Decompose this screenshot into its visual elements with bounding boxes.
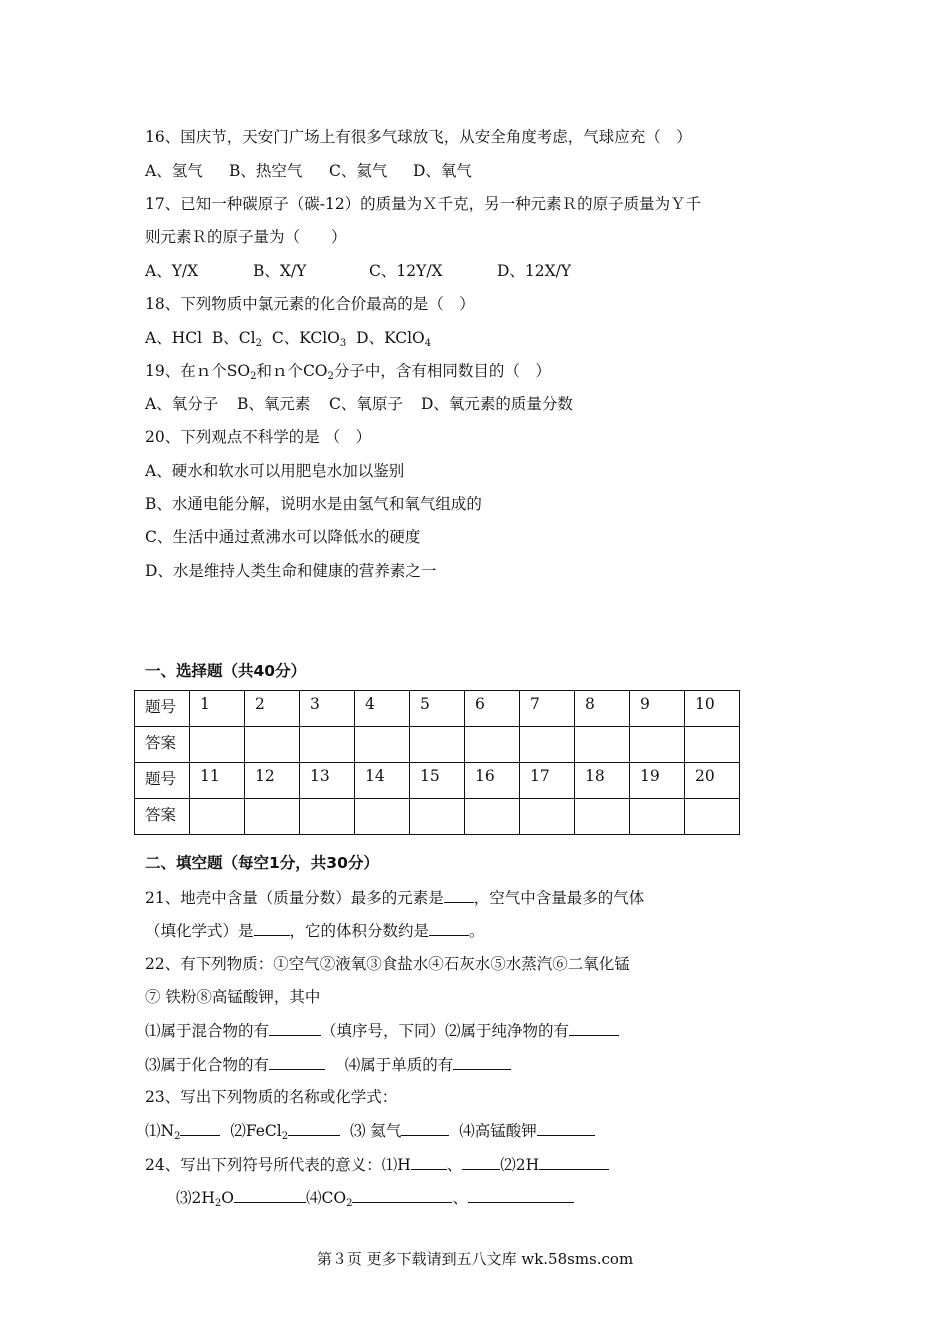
q19-option-c: C、氧原子 <box>329 395 403 413</box>
q18-option-c: C、KClO$_3$ <box>271 329 347 349</box>
fill-blank[interactable] <box>269 1054 325 1070</box>
q22-line1: 22、有下列物质：①空气②液氧③食盐水④石灰水⑤水蒸汽⑥二氧化锰 <box>145 955 630 973</box>
number-cell: 20 <box>685 763 740 799</box>
number-cell: 9 <box>630 691 685 727</box>
number-cell: 1 <box>190 691 245 727</box>
fill-blank[interactable] <box>444 887 474 903</box>
q17-option-b: B、X/Y <box>253 262 307 280</box>
answer-cell[interactable] <box>630 727 685 763</box>
q20-option-c: C、生活中通过煮沸水可以降低水的硬度 <box>145 528 421 546</box>
fill-blank[interactable] <box>180 1120 220 1136</box>
q16-option-c: C、氦气 <box>329 162 388 180</box>
answer-cell[interactable] <box>575 799 630 835</box>
q17-option-d: D、12X/Y <box>497 262 572 280</box>
row-label-number: 题号 <box>135 691 190 727</box>
row-label-answer: 答案 <box>135 799 190 835</box>
number-cell: 10 <box>685 691 740 727</box>
q17-option-a: A、Y/X <box>145 262 199 280</box>
answer-cell[interactable] <box>685 799 740 835</box>
fill-blank[interactable] <box>468 1187 574 1203</box>
q17-options <box>145 261 571 281</box>
q16-stem: 16、国庆节，天安门广场上有很多气球放飞，从安全角度考虑，气球应充（ ） <box>145 128 692 146</box>
answer-cell[interactable] <box>685 727 740 763</box>
q18-stem: 18、下列物质中氯元素的化合价最高的是（ ） <box>145 295 475 313</box>
number-cell: 4 <box>355 691 410 727</box>
number-cell: 2 <box>245 691 300 727</box>
fill-blank[interactable] <box>539 1154 609 1170</box>
q16-options <box>145 161 472 181</box>
q23-items: $⑴N_2$ ⑵FeCl$_2$ ⑶ 氦气 ⑷高锰酸钾 <box>145 1120 595 1141</box>
fill-blank[interactable] <box>254 920 290 936</box>
fill-blank[interactable] <box>453 1054 511 1070</box>
fill-blank[interactable] <box>288 1120 340 1136</box>
q21-line2: （填化学式）是 ，它的体积分数约是 。 <box>145 922 485 940</box>
section2-title: 二、填空题（每空1分，共30分） <box>145 854 379 872</box>
q16-option-b: B、热空气 <box>229 162 303 180</box>
number-cell: 13 <box>300 763 355 799</box>
row-label-answer: 答案 <box>135 727 190 763</box>
fill-blank[interactable] <box>401 1120 449 1136</box>
answer-cell[interactable] <box>190 727 245 763</box>
number-cell: 15 <box>410 763 465 799</box>
q22-part2: ⑶属于化合物的有 ⑷属于单质的有 <box>145 1054 511 1075</box>
q18-option-a: A、HCl <box>145 329 203 347</box>
number-cell: 8 <box>575 691 630 727</box>
q24-line2: $⑶2H_2O$ $⑷CO_2$ 、 <box>176 1187 574 1208</box>
number-cell: 16 <box>465 763 520 799</box>
q16-option-d: D、氧气 <box>413 162 472 180</box>
q17-stem-line1: 17、已知一种碳原子（碳-12）的质量为Ｘ千克，另一种元素Ｒ的原子质量为Ｙ千 <box>145 195 702 213</box>
answer-cell[interactable] <box>245 727 300 763</box>
number-cell: 18 <box>575 763 630 799</box>
fill-blank[interactable] <box>429 920 469 936</box>
table-row-numbers-2 <box>135 763 740 799</box>
q24-line1: 24、写出下列符号所代表的意义：⑴H 、 ⑵2H <box>145 1154 609 1175</box>
q18-options <box>145 328 431 348</box>
answer-cell[interactable] <box>520 727 575 763</box>
number-cell: 11 <box>190 763 245 799</box>
q20-stem: 20、下列观点不科学的是 （ ） <box>145 428 372 446</box>
table-row-answers-1 <box>135 727 740 763</box>
q19-option-a: A、氧分子 <box>145 395 219 413</box>
q19-stem: 19、在ｎ个$SO_2$和ｎ个$CO_2$分子中，含有相同数目的（ ） <box>145 362 551 382</box>
row-label-number: 题号 <box>135 763 190 799</box>
answer-cell[interactable] <box>300 727 355 763</box>
fill-blank[interactable] <box>462 1154 500 1170</box>
q19-option-d: D、氧元素的质量分数 <box>421 395 573 413</box>
fill-blank[interactable] <box>352 1187 452 1203</box>
page-footer: 第３页 更多下载请到五八文库 wk.58sms.com <box>316 1250 634 1268</box>
answer-cell[interactable] <box>190 799 245 835</box>
answer-cell[interactable] <box>465 727 520 763</box>
table-row-numbers-1 <box>135 691 740 727</box>
answer-cell[interactable] <box>355 799 410 835</box>
answer-table <box>134 690 740 835</box>
fill-blank[interactable] <box>234 1187 306 1203</box>
answer-cell[interactable] <box>520 799 575 835</box>
answer-cell[interactable] <box>465 799 520 835</box>
number-cell: 12 <box>245 763 300 799</box>
answer-cell[interactable] <box>355 727 410 763</box>
table-row-answers-2 <box>135 799 740 835</box>
section1-title: 一、选择题（共40分） <box>145 662 307 680</box>
q19-option-b: B、氧元素 <box>237 395 311 413</box>
answer-cell[interactable] <box>245 799 300 835</box>
fill-blank[interactable] <box>569 1020 619 1036</box>
answer-cell[interactable] <box>410 799 465 835</box>
q20-option-b: B、水通电能分解，说明水是由氢气和氧气组成的 <box>145 495 482 513</box>
fill-blank[interactable] <box>411 1154 447 1170</box>
q20-option-d: D、水是维持人类生命和健康的营养素之一 <box>145 562 437 580</box>
q19-options <box>145 394 573 414</box>
q17-option-c: C、12Y/X <box>369 262 443 280</box>
q20-option-a: A、硬水和软水可以用肥皂水加以鉴别 <box>145 462 405 480</box>
number-cell: 5 <box>410 691 465 727</box>
q18-option-d: D、KClO$_4$ <box>356 329 432 349</box>
answer-cell[interactable] <box>575 727 630 763</box>
q17-stem-line2: 则元素Ｒ的原子量为（ ） <box>145 228 347 246</box>
q22-line2: ⑦ 铁粉⑧高锰酸钾，其中 <box>145 988 321 1006</box>
q18-option-b: B、$Cl_2$ <box>211 329 262 349</box>
answer-cell[interactable] <box>630 799 685 835</box>
q23-stem: 23、写出下列物质的名称或化学式： <box>145 1088 398 1106</box>
fill-blank[interactable] <box>537 1120 595 1136</box>
q21-line1: 21、地壳中含量（质量分数）最多的元素是 ，空气中含量最多的气体 <box>145 889 645 907</box>
number-cell: 7 <box>520 691 575 727</box>
answer-cell[interactable] <box>300 799 355 835</box>
answer-cell[interactable] <box>410 727 465 763</box>
number-cell: 17 <box>520 763 575 799</box>
q16-option-a: A、氢气 <box>145 162 203 180</box>
q22-part1: ⑴属于混合物的有 （填序号，下同）⑵属于纯净物的有 <box>145 1020 619 1041</box>
number-cell: 3 <box>300 691 355 727</box>
number-cell: 14 <box>355 763 410 799</box>
number-cell: 19 <box>630 763 685 799</box>
fill-blank[interactable] <box>269 1020 321 1036</box>
number-cell: 6 <box>465 691 520 727</box>
